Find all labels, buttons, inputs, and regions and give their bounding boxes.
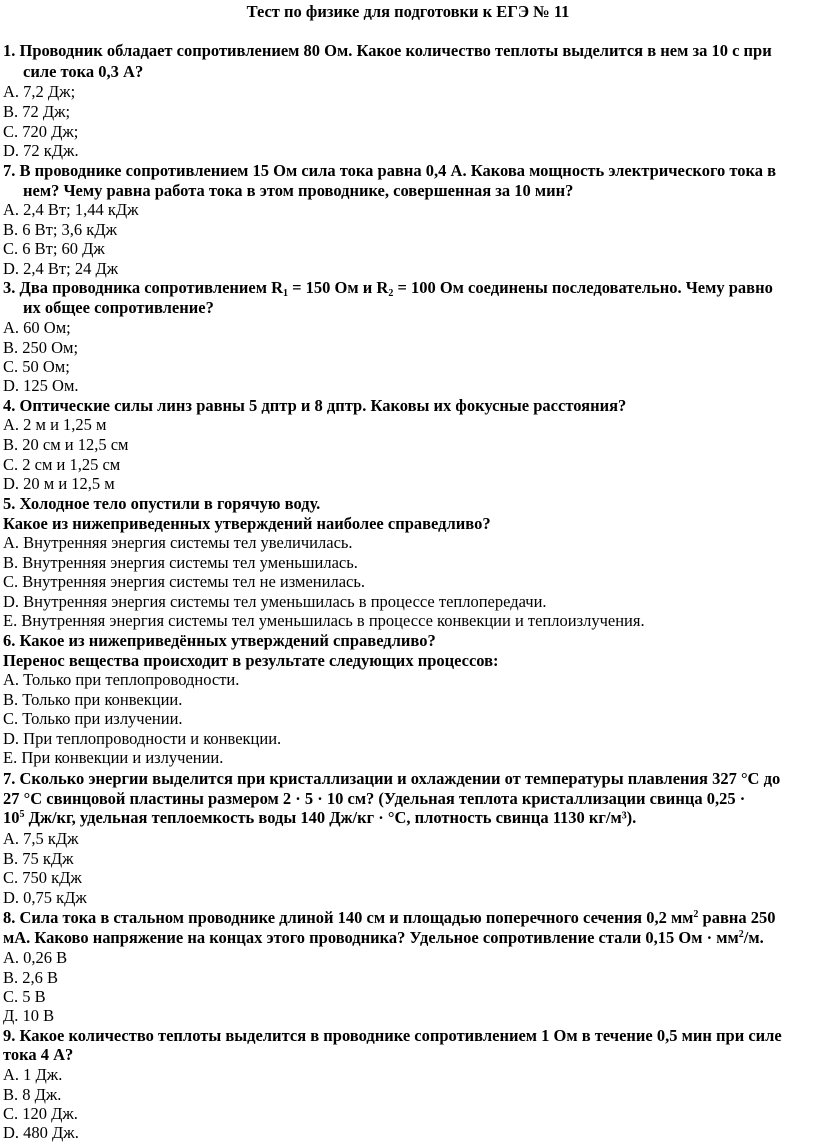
question-text: 9. Какое количество теплоты выделится в проводнике сопротивлением 1 Ом в течение 0,5 мин при силе [3,1026,782,1045]
answer-option: С. 750 кДж [3,868,82,887]
question-text: 7. В проводнике сопротивлением 15 Ом сила тока равна 0,4 А. Какова мощность электрического тока в [3,161,777,180]
answer-option: А. Внутренняя энергия системы тел увеличилась. [3,533,353,552]
question-text: тока 4 А? [3,1045,74,1064]
answer-option: С. 50 Ом; [3,357,70,376]
answer-option: С. 720 Дж; [3,122,79,141]
answer-option: В. 20 см и 12,5 см [3,435,129,454]
question-text: Перенос вещества происходит в результате следующих процессов: [3,651,499,670]
question-text: 1. Проводник обладает сопротивлением 80 Ом. Какое количество теплоты выделится в нем за 10 с при [3,41,772,60]
answer-option: В. Внутренняя энергия системы тел уменьшилась. [3,553,358,572]
question-text: 6. Какое из нижеприведённых утверждений справедливо? [3,631,436,650]
answer-option: В. 8 Дж. [3,1085,62,1104]
question-text: 7. Сколько энергии выделится при кристаллизации и охлаждении от температуры плавления 327 °С до [3,769,781,788]
question-text: силе тока 0,3 А? [23,62,144,81]
answer-option: D. 2,4 Вт; 24 Дж [3,259,119,278]
document-title: Тест по физике для подготовки к ЕГЭ № 11 [246,2,570,21]
answer-option: С. 6 Вт; 60 Дж [3,239,105,258]
answer-option: С. 2 см и 1,25 см [3,455,121,474]
question-text: Какое из нижеприведенных утверждений наиболее справедливо? [3,514,491,533]
answer-option: D. 72 кДж. [3,141,79,160]
answer-option: В. 2,6 В [3,968,59,987]
question-text: $10^5$ Дж/кг, удельная теплоемкость воды 140 Дж/кг · °С, плотность свинца 1130 кг/м³). [3,808,637,827]
question-text: 5. Холодное тело опустили в горячую воду. [3,494,321,513]
question-text: 8. Сила тока в стальном проводнике длиной 140 см и площадью поперечного сечения 0,2 $мм^2$ равна 250 [3,908,776,927]
question-text: 4. Оптические силы линз равны 5 дптр и 8 дптр. Каковы их фокусные расстояния? [3,396,627,415]
question-text: нем? Чему равна работа тока в этом проводнике, совершенная за 10 мин? [23,181,574,200]
answer-option: D. При теплопроводности и конвекции. [3,729,282,748]
answer-option: Е. При конвекции и излучении. [3,748,224,767]
question-text: 3. Два проводника сопротивлением $R_1 = 150$ Ом и $R_2 = 100$ Ом соединены последовательно. Чему равно [3,278,773,299]
answer-option: В. 75 кДж [3,849,74,868]
answer-option: D. 20 м и 12,5 м [3,474,115,493]
answer-option: D. 0,75 кДж [3,888,87,907]
answer-option: D. Внутренняя энергия системы тел уменьшилась в процессе теплопередачи. [3,592,547,611]
answer-option: А. Только при теплопроводности. [3,670,240,689]
answer-option: В. Только при конвекции. [3,690,183,709]
answer-option: В. 72 Дж; [3,102,71,121]
answer-option: А. 60 Ом; [3,318,71,337]
answer-option: С. 120 Дж. [3,1104,78,1123]
answer-option: D. 480 Дж. [3,1123,79,1142]
answer-option: С. 5 В [3,987,46,1006]
answer-option: С. Внутренняя энергия системы тел не изменилась. [3,572,365,591]
question-text: 27 °С свинцовой пластины размером 2 · 5 · 10 см? (Удельная теплота кристаллизации свинца 0,25 · [3,789,746,808]
answer-option: А. 1 Дж. [3,1065,63,1084]
answer-option: А. 7,2 Дж; [3,82,76,101]
question-text: их общее сопротивление? [23,298,214,317]
question-text: мА. Каково напряжение на концах этого проводника? Удельное сопротивление стали 0,15 Ом · $мм^2/м$. [3,928,764,947]
answer-option: А. 7,5 кДж [3,829,79,848]
answer-option: А. 2,4 Вт; 1,44 кДж [3,200,139,219]
answer-option: Е. Внутренняя энергия системы тел уменьшилась в процессе конвекции и теплоизлучения. [3,611,645,630]
answer-option: В. 6 Вт; 3,6 кДж [3,220,117,239]
answer-option: А. 0,26 В [3,948,68,967]
answer-option: В. 250 Ом; [3,338,79,357]
answer-option: Д. 10 В [3,1006,55,1025]
answer-option: С. Только при излучении. [3,709,183,728]
answer-option: D. 125 Ом. [3,376,79,395]
answer-option: А. 2 м и 1,25 м [3,415,107,434]
